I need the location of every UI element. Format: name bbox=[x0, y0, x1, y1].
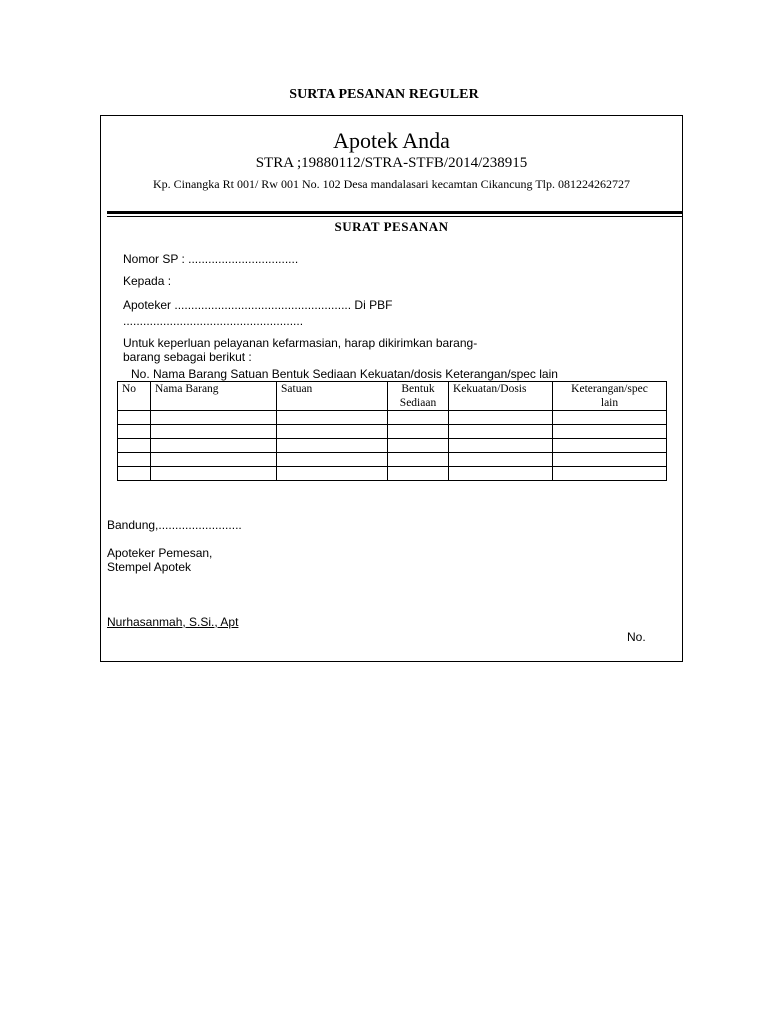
header-divider-thick bbox=[107, 211, 682, 214]
table-cell[interactable] bbox=[151, 425, 277, 439]
table-cell[interactable] bbox=[277, 411, 388, 425]
dotted-line: ...................................................... bbox=[123, 314, 304, 328]
table-row bbox=[118, 467, 667, 481]
table-row bbox=[118, 425, 667, 439]
table-cell[interactable] bbox=[553, 411, 667, 425]
header-keterangan-line1: Keterangan/spec bbox=[571, 383, 648, 395]
document-title: SURTA PESANAN REGULER bbox=[289, 87, 479, 102]
table-row bbox=[118, 439, 667, 453]
table-row bbox=[118, 453, 667, 467]
license-number: STRA ;19880112/STRA-STFB/2014/238915 bbox=[255, 155, 528, 171]
header-nama-barang: Nama Barang bbox=[151, 382, 277, 411]
nomor-sp-field: Nomor SP : ................................. bbox=[123, 252, 299, 266]
table-cell[interactable] bbox=[388, 439, 449, 453]
table-cell[interactable] bbox=[553, 453, 667, 467]
place-date-line: Bandung,......................... bbox=[107, 518, 242, 532]
header-keterangan bbox=[553, 382, 667, 411]
table-header-row bbox=[118, 382, 667, 411]
table-cell[interactable] bbox=[118, 425, 151, 439]
table-cell[interactable] bbox=[151, 467, 277, 481]
pharmacy-address: Kp. Cinangka Rt 001/ Rw 001 No. 102 Desa mandalasari kecamtan Cikancung Tlp. 081224262727 bbox=[152, 177, 631, 191]
table-cell[interactable] bbox=[151, 453, 277, 467]
table-cell[interactable] bbox=[388, 425, 449, 439]
request-text-line2: barang sebagai berikut : bbox=[123, 350, 252, 364]
table-cell[interactable] bbox=[449, 425, 553, 439]
table-cell[interactable] bbox=[553, 425, 667, 439]
apoteker-field: Apoteker ..................................................... Di PBF bbox=[123, 298, 393, 312]
request-text-line1: Untuk keperluan pelayanan kefarmasian, harap dikirimkan barang- bbox=[123, 336, 478, 350]
header-bentuk-line2: Sediaan bbox=[399, 397, 437, 409]
table-cell[interactable] bbox=[388, 453, 449, 467]
header-keterangan-line2: lain bbox=[600, 397, 619, 409]
signatory-name: Nurhasanmah, S.Si., Apt bbox=[107, 615, 239, 629]
order-items-table bbox=[117, 381, 667, 481]
table-cell[interactable] bbox=[118, 439, 151, 453]
table-cell[interactable] bbox=[118, 467, 151, 481]
table-cell[interactable] bbox=[151, 411, 277, 425]
table-cell[interactable] bbox=[118, 411, 151, 425]
table-row bbox=[118, 411, 667, 425]
header-divider-thin bbox=[107, 216, 682, 217]
table-cell[interactable] bbox=[388, 467, 449, 481]
kepada-field: Kepada : bbox=[123, 274, 172, 288]
stamp-label: Stempel Apotek bbox=[107, 560, 192, 574]
table-cell[interactable] bbox=[277, 439, 388, 453]
table-cell[interactable] bbox=[553, 439, 667, 453]
columns-text-line: No. Nama Barang Satuan Bentuk Sediaan Kekuatan/dosis Keterangan/spec lain bbox=[131, 367, 558, 381]
orderer-label: Apoteker Pemesan, bbox=[107, 546, 213, 560]
header-bentuk-sediaan bbox=[388, 382, 449, 411]
header-bentuk-line1: Bentuk bbox=[401, 383, 435, 395]
header-no: No bbox=[118, 382, 151, 411]
table-cell[interactable] bbox=[449, 453, 553, 467]
header-kekuatan: Kekuatan/Dosis bbox=[449, 382, 553, 411]
table-cell[interactable] bbox=[118, 453, 151, 467]
table-cell[interactable] bbox=[277, 425, 388, 439]
table-cell[interactable] bbox=[449, 467, 553, 481]
table-cell[interactable] bbox=[388, 411, 449, 425]
section-heading: SURAT PESANAN bbox=[334, 219, 449, 234]
number-label: No. bbox=[627, 630, 646, 644]
table-cell[interactable] bbox=[449, 411, 553, 425]
pharmacy-name: Apotek Anda bbox=[333, 128, 450, 153]
table-cell[interactable] bbox=[277, 467, 388, 481]
table-cell[interactable] bbox=[553, 467, 667, 481]
header-satuan: Satuan bbox=[277, 382, 388, 411]
table-cell[interactable] bbox=[277, 453, 388, 467]
table-cell[interactable] bbox=[151, 439, 277, 453]
table-cell[interactable] bbox=[449, 439, 553, 453]
